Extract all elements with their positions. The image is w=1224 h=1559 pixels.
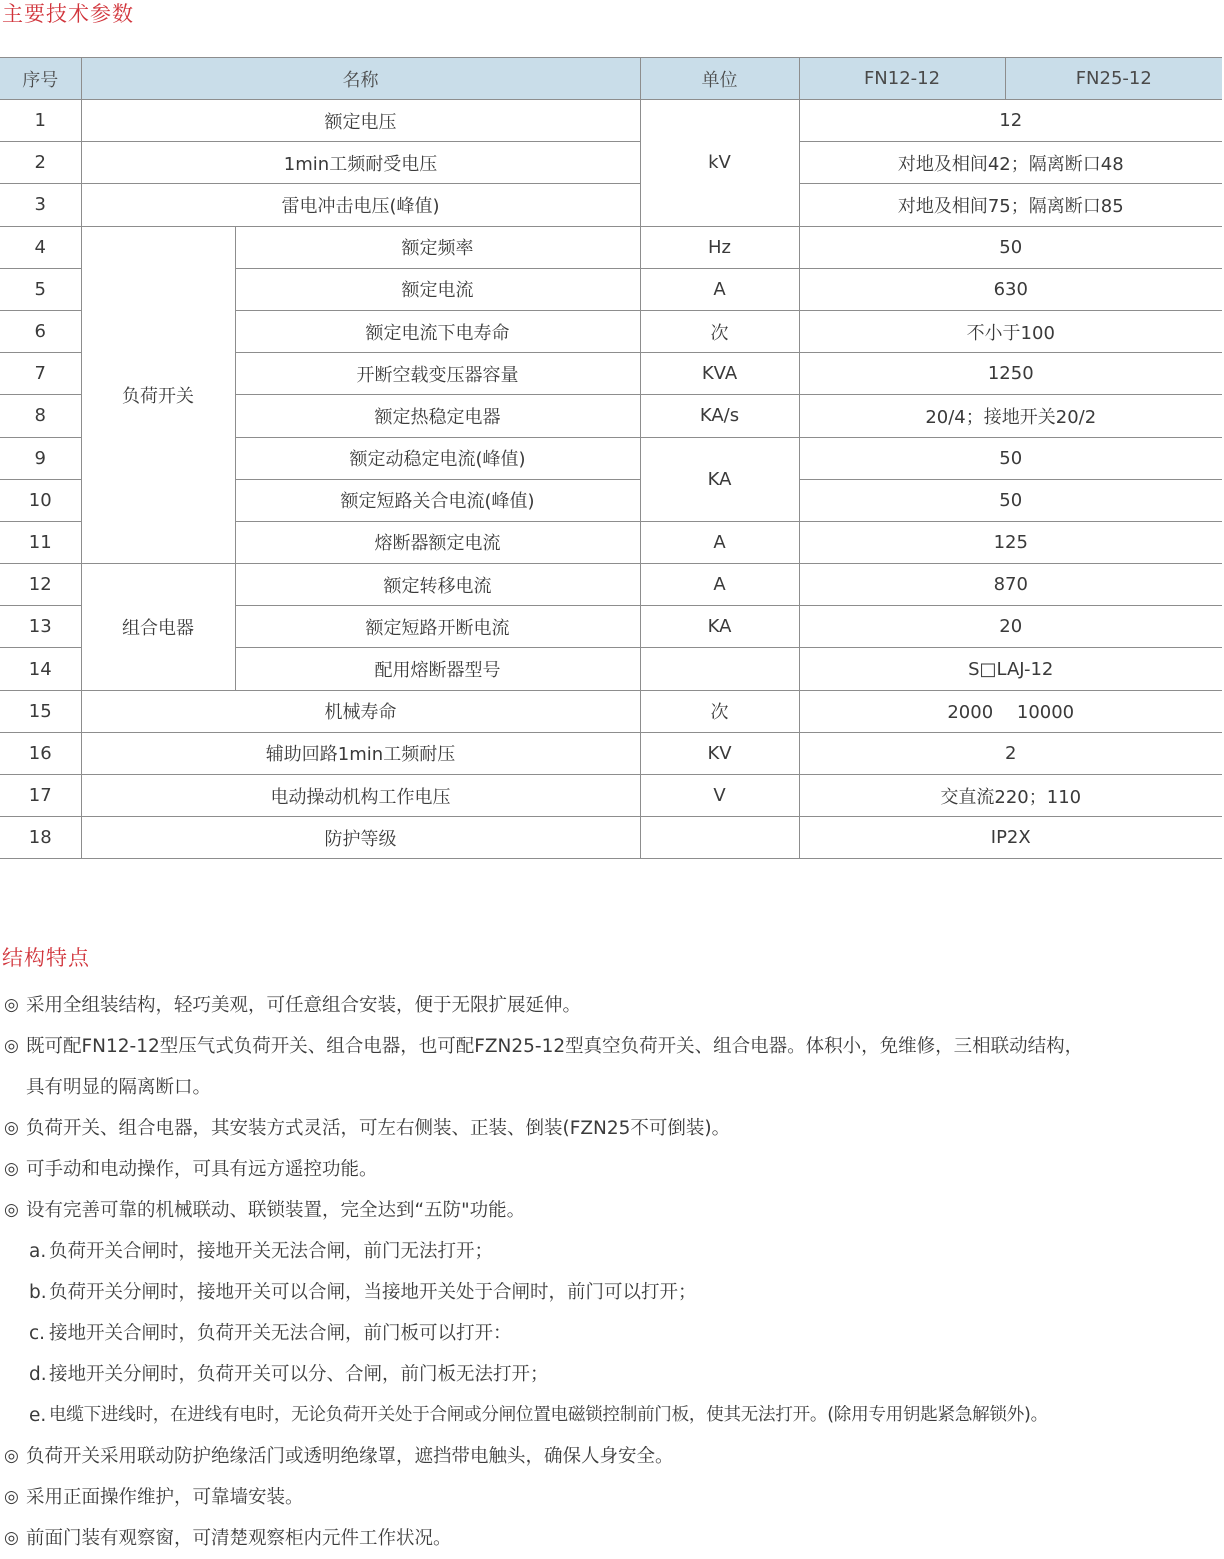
sub-list-item — [0, 1354, 1224, 1395]
row-name: 额定电流下电寿命 — [235, 310, 640, 352]
feature-list — [0, 985, 1224, 1559]
row-no: 12 — [0, 564, 81, 606]
list-item — [0, 1518, 1224, 1559]
feature-text: 可手动和电动操作，可具有远方遥控功能。 — [26, 1159, 378, 1180]
feature-text: 具有明显的隔离断口。 — [26, 1077, 212, 1098]
sub-item-label: c. — [29, 1323, 46, 1344]
sub-item-text: 接地开关合闸时，负荷开关无法合闸，前门板可以打开： — [49, 1323, 512, 1344]
feature-text: 负荷开关、组合电器，其安装方式灵活，可左右侧装、正装、倒装(FZN25不可倒装)。 — [26, 1118, 731, 1139]
sub-list-item — [0, 1272, 1224, 1313]
header-model-fn25: FN25-12 — [1005, 58, 1222, 100]
row-no: 2 — [0, 142, 81, 184]
row-no: 6 — [0, 310, 81, 352]
row-name: 额定电压 — [81, 100, 640, 142]
spec-table — [0, 57, 1222, 859]
row-unit: KA/s — [640, 395, 799, 437]
row-unit: KVA — [640, 353, 799, 395]
row-name: 额定电流 — [235, 268, 640, 310]
row-value: 50 — [799, 226, 1222, 268]
row-no: 9 — [0, 437, 81, 479]
row-no: 7 — [0, 353, 81, 395]
feature-text: 采用全组装结构，轻巧美观，可任意组合安装，便于无限扩展延伸。 — [26, 995, 582, 1016]
group-load-switch: 负荷开关 — [81, 226, 235, 564]
row-value: 630 — [799, 268, 1222, 310]
structure-section-title: 结构特点 — [2, 946, 90, 970]
header-no: 序号 — [0, 58, 81, 100]
row-value: 50 — [799, 437, 1222, 479]
row-unit: V — [640, 775, 799, 817]
sub-list-item — [0, 1313, 1224, 1354]
list-item — [0, 1436, 1224, 1477]
feature-text: 既可配FN12-12型压气式负荷开关、组合电器，也可配FZN25-12型真空负荷开关、组合电器。体积小，免维修，三相联动结构， — [26, 1036, 1084, 1057]
table-row — [0, 817, 1222, 859]
row-no: 15 — [0, 690, 81, 732]
row-value: 对地及相间42；隔离断口48 — [799, 142, 1222, 184]
row-name: 机械寿命 — [81, 690, 640, 732]
header-unit: 单位 — [640, 58, 799, 100]
sub-item-text: 负荷开关分闸时，接地开关可以合闸，当接地开关处于合闸时，前门可以打开； — [49, 1282, 697, 1303]
list-item — [0, 1026, 1224, 1067]
bullet-icon: ◎ — [4, 1118, 19, 1138]
row-name: 额定动稳定电流(峰值) — [235, 437, 640, 479]
table-row — [0, 775, 1222, 817]
table-header-row — [0, 58, 1222, 100]
row-unit: 次 — [640, 690, 799, 732]
row-no: 4 — [0, 226, 81, 268]
row-no: 5 — [0, 268, 81, 310]
row-value: 870 — [799, 564, 1222, 606]
row-no: 1 — [0, 100, 81, 142]
row-unit: KV — [640, 732, 799, 774]
header-name: 名称 — [81, 58, 640, 100]
row-no: 8 — [0, 395, 81, 437]
row-name: 额定热稳定电器 — [235, 395, 640, 437]
row-unit: KA — [640, 437, 799, 521]
group-combined: 组合电器 — [81, 564, 235, 691]
row-name: 开断空载变压器容量 — [235, 353, 640, 395]
table-row — [0, 690, 1222, 732]
row-name: 防护等级 — [81, 817, 640, 859]
row-value: 2 — [799, 732, 1222, 774]
row-value: S□LAJ-12 — [799, 648, 1222, 690]
list-item-continuation — [0, 1067, 1224, 1108]
table-row — [0, 100, 1222, 142]
list-item — [0, 1190, 1224, 1231]
row-value: 20/4；接地开关20/2 — [799, 395, 1222, 437]
row-name: 额定转移电流 — [235, 564, 640, 606]
sub-item-label: d. — [29, 1364, 47, 1385]
sub-list-item — [0, 1395, 1224, 1436]
row-no: 10 — [0, 479, 81, 521]
params-section-title: 主要技术参数 — [2, 2, 134, 26]
row-unit: A — [640, 521, 799, 563]
sub-item-text: 负荷开关合闸时，接地开关无法合闸，前门无法打开； — [49, 1241, 494, 1262]
row-no: 14 — [0, 648, 81, 690]
row-value: 50 — [799, 479, 1222, 521]
row-value: 不小于100 — [799, 310, 1222, 352]
list-item — [0, 985, 1224, 1026]
row-unit: kV — [640, 100, 799, 227]
feature-text: 设有完善可靠的机械联动、联锁装置，完全达到“五防"功能。 — [26, 1200, 526, 1221]
table-row — [0, 142, 1222, 184]
sub-list-item — [0, 1231, 1224, 1272]
bullet-icon: ◎ — [4, 1446, 19, 1466]
row-value: 12 — [799, 100, 1222, 142]
row-no: 18 — [0, 817, 81, 859]
row-value: 2000 10000 — [799, 690, 1222, 732]
row-name: 额定短路开断电流 — [235, 606, 640, 648]
row-name: 雷电冲击电压(峰值) — [81, 184, 640, 226]
bullet-icon: ◎ — [4, 1487, 19, 1507]
row-no: 17 — [0, 775, 81, 817]
feature-text: 负荷开关采用联动防护绝缘活门或透明绝缘罩，遮挡带电触头，确保人身安全。 — [26, 1446, 674, 1467]
feature-text: 采用正面操作维护，可靠墙安装。 — [26, 1487, 304, 1508]
sub-item-label: e. — [29, 1405, 47, 1426]
table-row — [0, 732, 1222, 774]
row-unit: 次 — [640, 310, 799, 352]
row-name: 1min工频耐受电压 — [81, 142, 640, 184]
row-name: 额定短路关合电流(峰值) — [235, 479, 640, 521]
table-row — [0, 226, 1222, 268]
row-unit: A — [640, 564, 799, 606]
table-row — [0, 184, 1222, 226]
row-value: 125 — [799, 521, 1222, 563]
row-name: 配用熔断器型号 — [235, 648, 640, 690]
row-unit — [640, 648, 799, 690]
sub-item-text: 电缆下进线时，在进线有电时，无论负荷开关处于合闸或分闸位置电磁锁控制前门板，使其无法打开。(除用专用钥匙紧急解锁外)。 — [49, 1405, 1048, 1425]
row-name: 辅助回路1min工频耐压 — [81, 732, 640, 774]
bullet-icon: ◎ — [4, 1159, 19, 1179]
list-item — [0, 1477, 1224, 1518]
row-value: IP2X — [799, 817, 1222, 859]
row-no: 16 — [0, 732, 81, 774]
header-model-fn12: FN12-12 — [799, 58, 1005, 100]
feature-text: 前面门装有观察窗，可清楚观察柜内元件工作状况。 — [26, 1528, 452, 1549]
row-no: 11 — [0, 521, 81, 563]
table-row — [0, 564, 1222, 606]
row-unit: Hz — [640, 226, 799, 268]
sub-item-label: a. — [29, 1241, 47, 1262]
row-unit: KA — [640, 606, 799, 648]
row-unit — [640, 817, 799, 859]
row-name: 额定频率 — [235, 226, 640, 268]
row-value: 1250 — [799, 353, 1222, 395]
row-no: 3 — [0, 184, 81, 226]
row-name: 电动操动机构工作电压 — [81, 775, 640, 817]
row-value: 交直流220；110 — [799, 775, 1222, 817]
row-no: 13 — [0, 606, 81, 648]
bullet-icon: ◎ — [4, 1528, 19, 1548]
list-item — [0, 1149, 1224, 1190]
sub-item-label: b. — [29, 1282, 47, 1303]
bullet-icon: ◎ — [4, 995, 19, 1015]
list-item — [0, 1108, 1224, 1149]
bullet-icon: ◎ — [4, 1200, 19, 1220]
bullet-icon: ◎ — [4, 1036, 19, 1056]
row-value: 对地及相间75；隔离断口85 — [799, 184, 1222, 226]
sub-item-text: 接地开关分闸时，负荷开关可以分、合闸，前门板无法打开； — [49, 1364, 549, 1385]
row-value: 20 — [799, 606, 1222, 648]
row-name: 熔断器额定电流 — [235, 521, 640, 563]
row-unit: A — [640, 268, 799, 310]
